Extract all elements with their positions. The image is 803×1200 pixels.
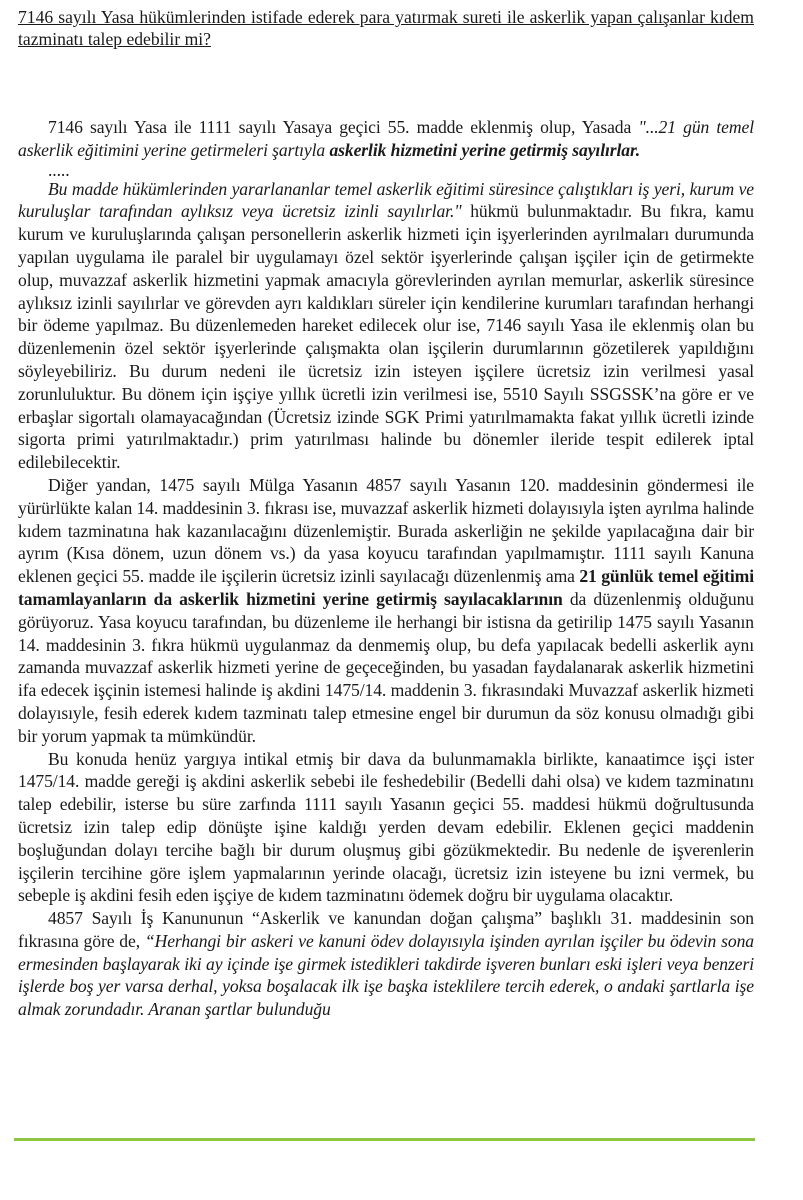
quote-bold-italic: askerlik hizmetini yerine getirmiş sayılırlar. [329, 139, 641, 160]
paragraph-2 [18, 178, 754, 474]
paragraph-1 [18, 116, 754, 162]
document-title: 7146 sayılı Yasa hükümlerinden istifade ederek para yatırmak sureti ile askerlik yapan çalışanlar kıdem tazminatı talep edebilir mi? [18, 7, 754, 49]
ellipsis-separator: ..... [48, 159, 70, 180]
paragraph-1-text: 7146 sayılı Yasa ile 1111 sayılı Yasaya geçici 55. madde eklenmiş olup, Yasada [48, 117, 639, 137]
paragraph-2-text: hükmü bulunmaktadır. Bu fıkra, kamu kurum ve kuruluşlarında çalışan personellerin askerlik hizmeti için işyerlerinden ayrılmaları durumunda yapılan uygulama ile paralel bir uygulamayı özel sektör işyerlerinde çalışan işçiler için de getirmekte olup, muvazzaf askerlik hizmetini yapmak amacıyla görevlerinden ayrılan memurlar, askerlik süresince aylıksız izinli sayılırlar ve görevden ayrı kaldıkları süreler için kendilerine kurumları tarafından herhangi bir ödeme yapılmaz. Bu düzenlemeden hareket edilecek olur ise, 7146 sayılı Yasa ile eklenmiş olan bu düzenlemenin özel sektör işyerlerinde çalışmakta olan işçilerin durumlarının gözetilerek yapıldığını söyleyebiliriz. Bu durum nedeni ile ücretsiz izin isteyen işçilere ücretsiz izin verilmesi yasal zorunluluktur. Bu dönem için işçiye yıllık ücretli izin verilmesi ise, 5510 Sayılı SSGSSK’na göre er ve erbaşlar sigortalı olamayacağından (Ücretsiz izinde SGK Primi yatırılmamakta fakat yıllık ücretli izinde sigorta primi yatırılmaktadır.) prim yatırılması halinde bu dönemler ileride tespit edilerek iptal edilebilecektir. [18, 201, 754, 473]
document-body [18, 116, 754, 1021]
paragraph-3-bold: 21 günlük temel eğitimi tamamlayanların da askerlik hizmetini yerine getirmiş sayılacaklarının [18, 566, 754, 609]
quote-italic: "...21 gün temel askerlik eğitimini yerine getirmeleri şartıyla [18, 117, 754, 160]
paragraph-3-text-start: Diğer yandan, 1475 sayılı Mülga Yasanın 4857 sayılı Yasanın 120. maddesinin göndermesi ile yürürlükte kalan 14. maddesinin 3. fıkrası ise, muvazzaf askerlik hizmeti dolayısıyla işten ayrılma halinde kıdem tazminatına hak kazanılacağını düzenlemiştir. Burada askerliğin ne şekilde yapılacağına dair bir ayrım (Kısa dönem, uzun dönem vs.) da yasa koyucu tarafından yapılmamıştır. 1111 sayılı Kanuna eklenen geçici 55. madde ile işçilerin ücretsiz izinli sayılacağı düzenlenmiş ama [18, 474, 754, 587]
paragraph-3 [18, 474, 754, 748]
paragraph-5 [18, 907, 754, 1021]
paragraph-5-text: 4857 Sayılı İş Kanununun “Askerlik ve kanundan doğan çalışma” başlıklı 31. maddesinin son fıkrasına göre de, [18, 908, 754, 951]
paragraph-3-text-end: da düzenlenmiş olduğunu görüyoruz. Yasa koyucu tarafından, bu düzenleme ile herhangi bir istisna da getirilip 1475 sayılı Yasanın 14. maddesinin 3. fıkra hükmü uygulanmaz da denmemiş olup, bu defa yapılacak bedelli askerlik aynı zamanda muvazzaf askerlik hizmeti yerine de geçeceğinden, bu yasadan faydalanarak askerlik hizmetini ifa edecek işçinin istemesi halinde iş akdini 1475/14. maddenin 3. fıkrasındaki Muvazzaf askerlik hizmeti dolayısıyle, fesih ederek kıdem tazminatı talep etmesine engel bir durumun da söz konusu olmadığı gibi bir yorum yapmak ta mümkündür. [18, 588, 754, 746]
paragraph-4: Bu konuda henüz yargıya intikal etmiş bir dava da bulunmamakla birlikte, kanaatimce işçi ister 1475/14. madde gereği iş akdini askerlik sebebi ile feshedebilir (Bedelli dahi olsa) ve kıdem tazminatını talep edebilir, isterse bu süre zarfında 1111 sayılı Yasanın geçici 55. maddesi hükmü doğrultusunda ücretsiz izin talep edip dönüşte işine kaldığı yerden devam edebilir. Eklenen geçici maddenin boşluğundan dolayı tercihe bağlı bir durum oluşmuş gibi gözükmektedir. Bu nedenle de işverenlerin işçilerin tercihine göre işlem yapmalarının yerinde olacağı, ücretsiz izin isteyene bu izni vermek, bu sebeple iş akdini fesih eden işçiye de kıdem tazminatını ödemek doğru bir uygulama olacaktır. [18, 748, 754, 906]
quote-italic-continued: Bu madde hükümlerinden yararlananlar temel askerlik eğitimi süresince çalıştıkları iş yeri, kurum ve kuruluşlar tarafından aylıksız veya ücretsiz izinli sayılırlar." [18, 178, 754, 222]
footer-divider [14, 1138, 755, 1141]
paragraph-5-quote: “Herhangi bir askeri ve kanuni ödev dolayısıyla işinden ayrılan işçiler bu ödevin sona ermesinden başlayarak iki ay içinde işe girmek istedikleri takdirde işveren bunları eski işleri veya benzeri işlerde boş yer varsa derhal, yoksa boşalacak ilk işe başka isteklilere tercih ederek, o andaki şartlarla işe almak zorundadır. Aranan şartlar bulunduğu [18, 930, 754, 1020]
document-page [18, 6, 754, 1021]
